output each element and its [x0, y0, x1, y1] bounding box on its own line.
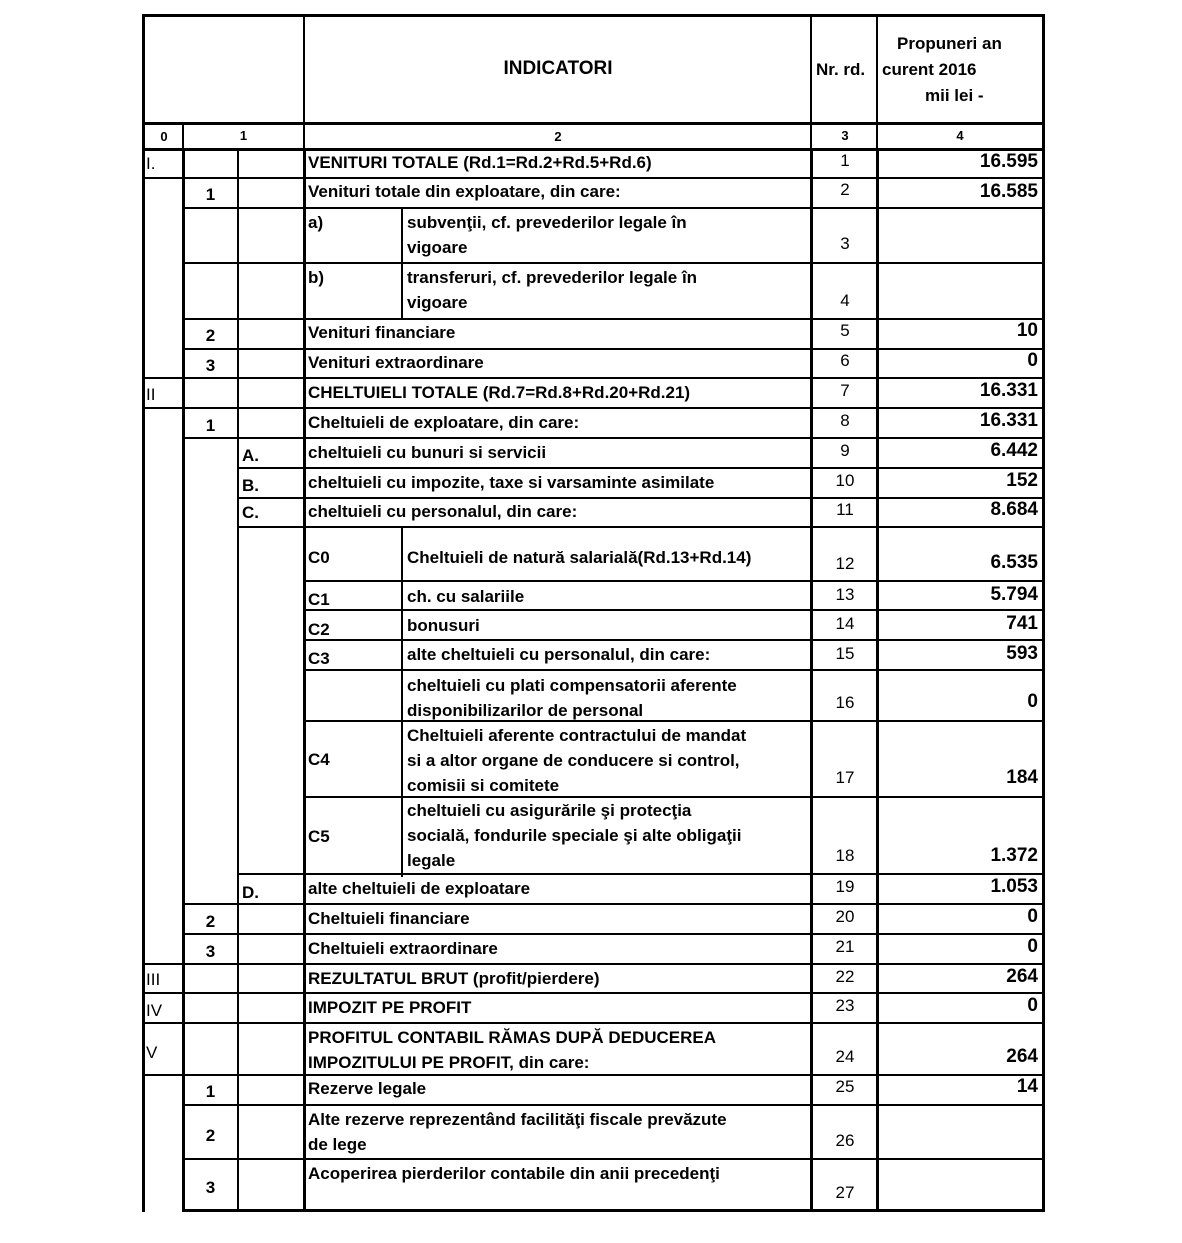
row-value: 152 — [1006, 470, 1038, 491]
row-nr: 5 — [840, 321, 850, 340]
row-value: 1.053 — [990, 876, 1038, 897]
row-nr: 9 — [840, 441, 850, 460]
row-sub: 1 — [205, 416, 216, 435]
row-label: REZULTATUL BRUT (profit/pierdere) — [308, 969, 600, 988]
row-label-line: vigoare — [407, 293, 468, 312]
row-label: cheltuieli cu personalul, din care: — [308, 502, 578, 521]
row-label: cheltuieli cu impozite, taxe si varsaminte asimilate — [308, 473, 715, 492]
grid-line-horizontal — [182, 1104, 1045, 1106]
row-nr: 15 — [835, 644, 855, 663]
row-label: cheltuieli cu bunuri si servicii — [308, 443, 547, 462]
header-nr-rd: Nr. rd. — [816, 60, 866, 79]
row-label: Rezerve legale — [308, 1079, 427, 1098]
row-letter: C5 — [308, 827, 330, 846]
row-label-line: Cheltuieli aferente contractului de mandat — [407, 726, 747, 745]
grid-line-vertical — [401, 207, 403, 318]
row-nr: 2 — [840, 180, 850, 199]
row-nr: 8 — [840, 411, 850, 430]
row-nr: 13 — [835, 585, 855, 604]
row-value: 0 — [1027, 906, 1038, 927]
row-value: 6.442 — [990, 440, 1038, 461]
row-label: Venituri extraordinare — [308, 353, 484, 372]
row-category: D. — [242, 883, 259, 902]
row-value: 0 — [1027, 995, 1038, 1016]
row-label-line: cheltuieli cu plati compensatorii aferente — [407, 676, 737, 695]
row-label-line: PROFITUL CONTABIL RĂMAS DUPĂ DEDUCEREA — [308, 1028, 717, 1047]
row-label: VENITURI TOTALE (Rd.1=Rd.2+Rd.5+Rd.6) — [308, 153, 652, 172]
row-sub: 2 — [205, 912, 216, 931]
row-letter: C1 — [308, 590, 330, 609]
row-value: 10 — [1016, 320, 1038, 341]
row-value: 1.372 — [990, 845, 1038, 866]
row-value: 264 — [1006, 966, 1038, 987]
row-letter: C3 — [308, 649, 330, 668]
header-propuneri-line2: curent 2016 — [882, 60, 977, 79]
row-letter: C2 — [308, 620, 330, 639]
grid-line-horizontal — [142, 14, 1045, 17]
row-roman: V — [146, 1043, 158, 1062]
row-category: C. — [242, 503, 259, 522]
row-nr: 7 — [840, 381, 850, 400]
row-label: Cheltuieli extraordinare — [308, 939, 498, 958]
row-label: IMPOZIT PE PROFIT — [308, 998, 472, 1017]
row-value: 16.585 — [979, 181, 1038, 202]
row-value: 8.684 — [990, 499, 1038, 520]
row-value: 6.535 — [990, 552, 1038, 573]
row-label: alte cheltuieli de exploatare — [308, 879, 531, 898]
row-label: Cheltuieli de natură salarială(Rd.13+Rd.14) — [407, 548, 752, 567]
row-nr: 19 — [835, 877, 855, 896]
row-nr: 10 — [835, 471, 855, 490]
row-label-line: legale — [407, 851, 456, 870]
row-label-line: cheltuieli cu asigurările şi protecţia — [407, 801, 692, 820]
row-nr: 3 — [840, 234, 850, 253]
row-nr: 21 — [835, 937, 855, 956]
header-indicatori: INDICATORI — [503, 58, 613, 79]
row-value: 16.595 — [979, 151, 1038, 172]
row-nr: 11 — [836, 500, 854, 519]
grid-line-horizontal — [182, 207, 1045, 209]
grid-line-vertical — [401, 528, 403, 877]
row-value: 0 — [1027, 936, 1038, 957]
row-label-line: transferuri, cf. prevederilor legale în — [407, 268, 698, 287]
row-letter: C0 — [308, 548, 330, 567]
row-label-line: vigoare — [407, 238, 468, 257]
grid-line-horizontal — [237, 526, 1045, 528]
column-number-3: 3 — [841, 128, 849, 143]
row-value: 14 — [1016, 1076, 1038, 1097]
row-category: B. — [242, 476, 259, 495]
row-sub: 1 — [205, 185, 216, 204]
row-value: 264 — [1006, 1046, 1038, 1067]
row-nr: 22 — [835, 967, 855, 986]
row-label: bonusuri — [407, 616, 480, 635]
row-letter: a) — [308, 213, 324, 232]
row-label: Cheltuieli de exploatare, din care: — [308, 413, 580, 432]
row-value: 16.331 — [979, 380, 1038, 401]
row-value: 741 — [1006, 613, 1038, 634]
row-label-line: comisii si comitete — [407, 776, 560, 795]
row-nr: 24 — [835, 1047, 855, 1066]
grid-line-vertical — [1042, 14, 1045, 1212]
column-number-1: 1 — [239, 128, 248, 143]
row-label-line: IMPOZITULUI PE PROFIT, din care: — [308, 1053, 590, 1072]
row-roman: II — [146, 385, 156, 404]
row-value: 5.794 — [990, 584, 1038, 605]
row-category: A. — [242, 446, 259, 465]
row-value: 593 — [1006, 643, 1038, 664]
column-number-4: 4 — [956, 128, 964, 143]
header-propuneri-line1: Propuneri an — [897, 34, 1002, 53]
grid-line-vertical — [303, 150, 306, 1212]
header-propuneri-line3: mii lei - — [925, 86, 984, 105]
grid-line-horizontal — [182, 262, 1045, 264]
row-sub: 3 — [205, 356, 216, 375]
row-value: 0 — [1027, 691, 1038, 712]
row-letter: C4 — [308, 750, 330, 769]
row-nr: 6 — [840, 351, 850, 370]
row-sub: 2 — [205, 326, 216, 345]
row-roman: III — [146, 970, 161, 989]
column-number-2: 2 — [554, 129, 562, 144]
row-label-line: socială, fondurile speciale şi alte obligaţii — [407, 826, 742, 845]
row-label-line: disponibilizarilor de personal — [407, 701, 644, 720]
row-letter: b) — [308, 268, 325, 287]
grid-line-horizontal — [182, 1158, 1045, 1160]
row-sub: 3 — [205, 1178, 216, 1197]
row-nr: 4 — [840, 291, 850, 310]
row-nr: 23 — [835, 996, 855, 1015]
row-label: alte cheltuieli cu personalul, din care: — [407, 645, 711, 664]
row-label-line: si a altor organe de conducere si control, — [407, 751, 740, 770]
row-nr: 1 — [840, 151, 850, 170]
row-nr: 26 — [835, 1131, 855, 1150]
row-nr: 25 — [835, 1077, 855, 1096]
grid-line-vertical — [237, 150, 239, 1212]
row-nr: 20 — [835, 907, 855, 926]
row-value: 16.331 — [979, 410, 1038, 431]
row-label: CHELTUIELI TOTALE (Rd.7=Rd.8+Rd.20+Rd.21) — [308, 383, 691, 402]
row-roman: I. — [146, 154, 156, 173]
row-value: 0 — [1027, 350, 1038, 371]
row-label: Acoperirea pierderilor contabile din anii precedenţi — [308, 1164, 720, 1183]
grid-line-horizontal — [303, 669, 1045, 671]
row-value: 184 — [1006, 767, 1038, 788]
row-nr: 12 — [835, 554, 855, 573]
row-label: ch. cu salariile — [407, 587, 525, 606]
row-label: Venituri financiare — [308, 323, 456, 342]
row-nr: 16 — [835, 693, 855, 712]
row-sub: 2 — [205, 1126, 216, 1145]
grid-line-horizontal — [142, 1022, 1045, 1024]
row-sub: 1 — [205, 1082, 216, 1101]
row-label-line: de lege — [308, 1135, 367, 1154]
row-label-line: Alte rezerve reprezentând facilităţi fiscale prevăzute — [308, 1110, 727, 1129]
row-label: Cheltuieli financiare — [308, 909, 470, 928]
grid-line-vertical — [182, 150, 185, 1212]
row-label-line: subvenţii, cf. prevederilor legale în — [407, 213, 687, 232]
grid-line-vertical — [142, 14, 145, 1212]
row-nr: 18 — [835, 846, 855, 865]
row-roman: IV — [146, 1001, 163, 1020]
grid-line-horizontal — [182, 1209, 1045, 1212]
row-nr: 27 — [835, 1183, 855, 1202]
row-nr: 14 — [835, 614, 855, 633]
row-sub: 3 — [205, 942, 216, 961]
row-label: Venituri totale din exploatare, din care: — [308, 182, 621, 201]
row-nr: 17 — [835, 768, 855, 787]
column-number-0: 0 — [160, 129, 168, 144]
